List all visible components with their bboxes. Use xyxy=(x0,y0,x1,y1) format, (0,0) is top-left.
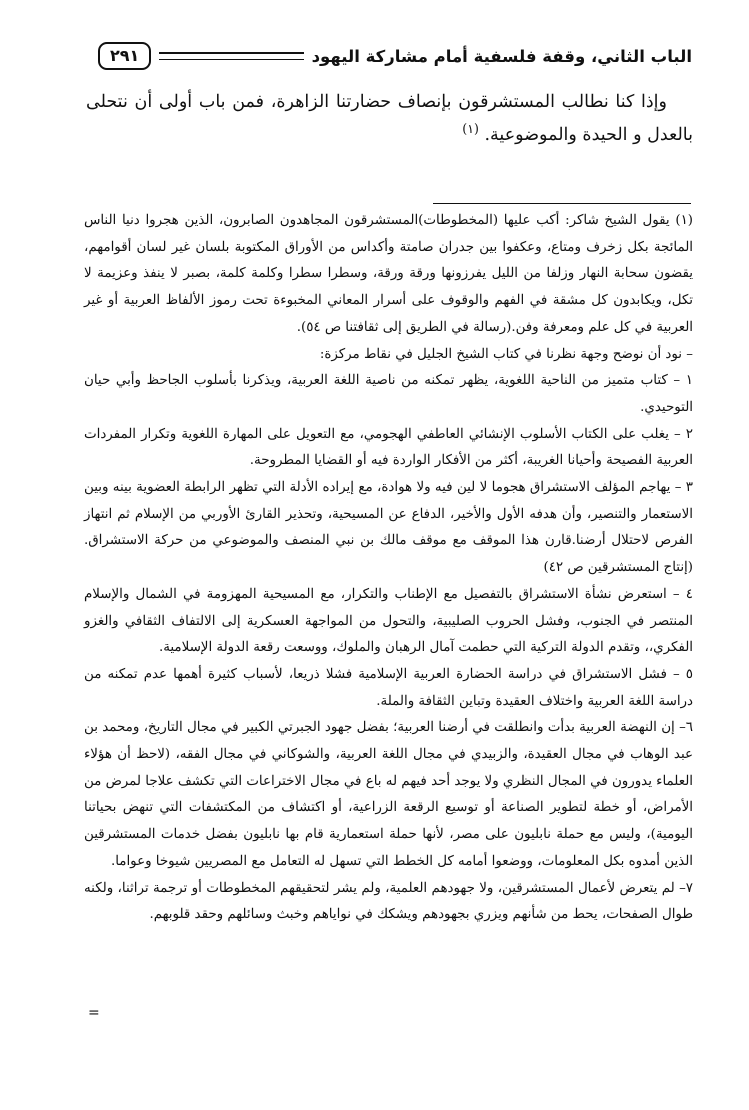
running-title: الباب الثاني، وقفة فلسفية أمام مشاركة اليهود xyxy=(311,46,692,66)
footnote-item: ١ – كتاب متميز من الناحية اللغوية، يظهر تمكنه من ناصية اللغة العربية، ويذكرنا بأسلوب الجاحظ وأبي حيان التوحيدي. xyxy=(84,373,693,415)
footnote-item: – نود أن نوضح وجهة نظرنا في كتاب الشيخ الجليل في نقاط مركزة: xyxy=(319,346,693,362)
paragraph-text: وإذا كنا نطالب المستشرقون بإنصاف حضارتنا الزاهرة، فمن باب أولى أن نتحلى بالعدل و الحيدة والموضوعية. xyxy=(86,92,693,145)
header-rule xyxy=(159,52,303,60)
footnote-item: ٣ – يهاجم المؤلف الاستشراق هجوما لا لين فيه ولا هوادة، مع إيراده الأدلة التي تظهر الرابطة العضوية بينه وبين الاستعمار والتنصير، وأن هدفه الأول والأخير، الدفاع عن المسيحية، وتحذير القارئ الأوربي من الإسلام ثم انتهاز الفرص لاحتلال أرضنا.قارن هذا الموقف مع موقف مالك بن نبي المنصف والموضوعي من حركة الاستشراق.(إنتاج المستشرقين ص ٤٢) xyxy=(84,480,693,576)
page-header xyxy=(98,36,692,76)
margin-mark: = xyxy=(88,1005,100,1021)
footnote-item: (١) يقول الشيخ شاكر: أكب عليها (المخطوطات)المستشرقون المجاهدون الصابرون، الذين هجروا دنيا الناس المائجة بكل زخرف ومتاع، وعكفوا بين جدران صامتة وأكداس من الأوراق المكتوبة بلسان غير لسان أقوامهم، يقضون سحابة النهار وزلفا من الليل يفرزونها ورقة ورقة، وسطرا سطرا وكلمة كلمة، بصبر لا ينفذ وعزيمة لا تكل، ويكابدون كل مشقة في الفهم والوقوف على أسرار المعاني المخبوءة تحت رموز الألفاظ العربية أو غير العربية في كل علم ومعرفة وفن.(رسالة في الطريق إلى ثقافتنا ص ٥٤). xyxy=(84,213,693,335)
footnote-item: ٤ – استعرض نشأة الاستشراق بالتفصيل مع الإطناب والتكرار، مع المسيحية المهزومة في الشمال والإسلام المنتصر في الجنوب، وفشل الحروب الصليبية، والتحول من المواجهة العسكرية إلى الالتفاف الثقافي والغزو الفكري،، وتقدم الدولة التركية التي حطمت آمال الرهبان والملوك، ووسعت رقعة الدولة الإسلامية. xyxy=(84,586,693,656)
page-number: ٢٩١ xyxy=(98,42,151,70)
main-text xyxy=(86,86,693,152)
footnote-item: ٦– إن النهضة العربية بدأت وانطلقت في أرضنا العربية؛ بفضل جهود الجبرتي الكبير في مجال التاريخ، ومحمد بن عبد الوهاب في مجال العقيدة، والزبيدي في مجال اللغة العربية، والشوكاني في مجال الفقه، (لاحظ أن هؤلاء العلماء يدورون في المجال النظري ولا يوجد أحد فيهم له باع في مجال الاختراعات التي تكشف علاجا لمرض من الأمراض، أو خطة لتطوير الصناعة أو توسيع الرقعة الزراعية، أو اكتشاف من المكتشفات التي تنهض بحياتنا اليومية)، وليس مع حملة نابليون على مصر، لأنها حملة استعمارية قام بها نابليون بفضل خدمات المستشرقين الذين أمدوه بكل المعلومات، ووضعوا أمامه كل الخطط التي تسهل له التعامل مع المصريين شيوخا وعواما. xyxy=(83,720,693,869)
footnote-reference: (١) xyxy=(462,121,479,137)
body-paragraph xyxy=(86,86,693,152)
footnote-item: ٧– لم يتعرض لأعمال المستشرقين، ولا جهودهم العلمية، ولم يشر لتحقيقهم المخطوطات أو ترجمة تراثنا، ولكنه طوال الصفحات، يحط من شأنهم ويزري بجهودهم ويشكك في نواياهم وخبث وسائلهم وحقد قلوبهم. xyxy=(84,880,693,923)
footnote-separator xyxy=(433,203,691,204)
footnote-item: ٢ – يغلب على الكتاب الأسلوب الإنشائي العاطفي الهجومي، مع التعويل على المهارة اللغوية وتكرار المفردات العربية الفصيحة وأحيانا الغريبة، أكثر من الأفكار الواردة فيه أو القضايا المطروحة. xyxy=(84,426,693,469)
footnotes xyxy=(84,208,693,929)
footnote-item: ٥ – فشل الاستشراق في دراسة الحضارة العربية الإسلامية فشلا ذريعا، لأسباب كثيرة أهمها عدم تمكنه من دراسة اللغة العربية واختلاف العقيدة وتباين الثقافة والملة. xyxy=(84,666,693,709)
